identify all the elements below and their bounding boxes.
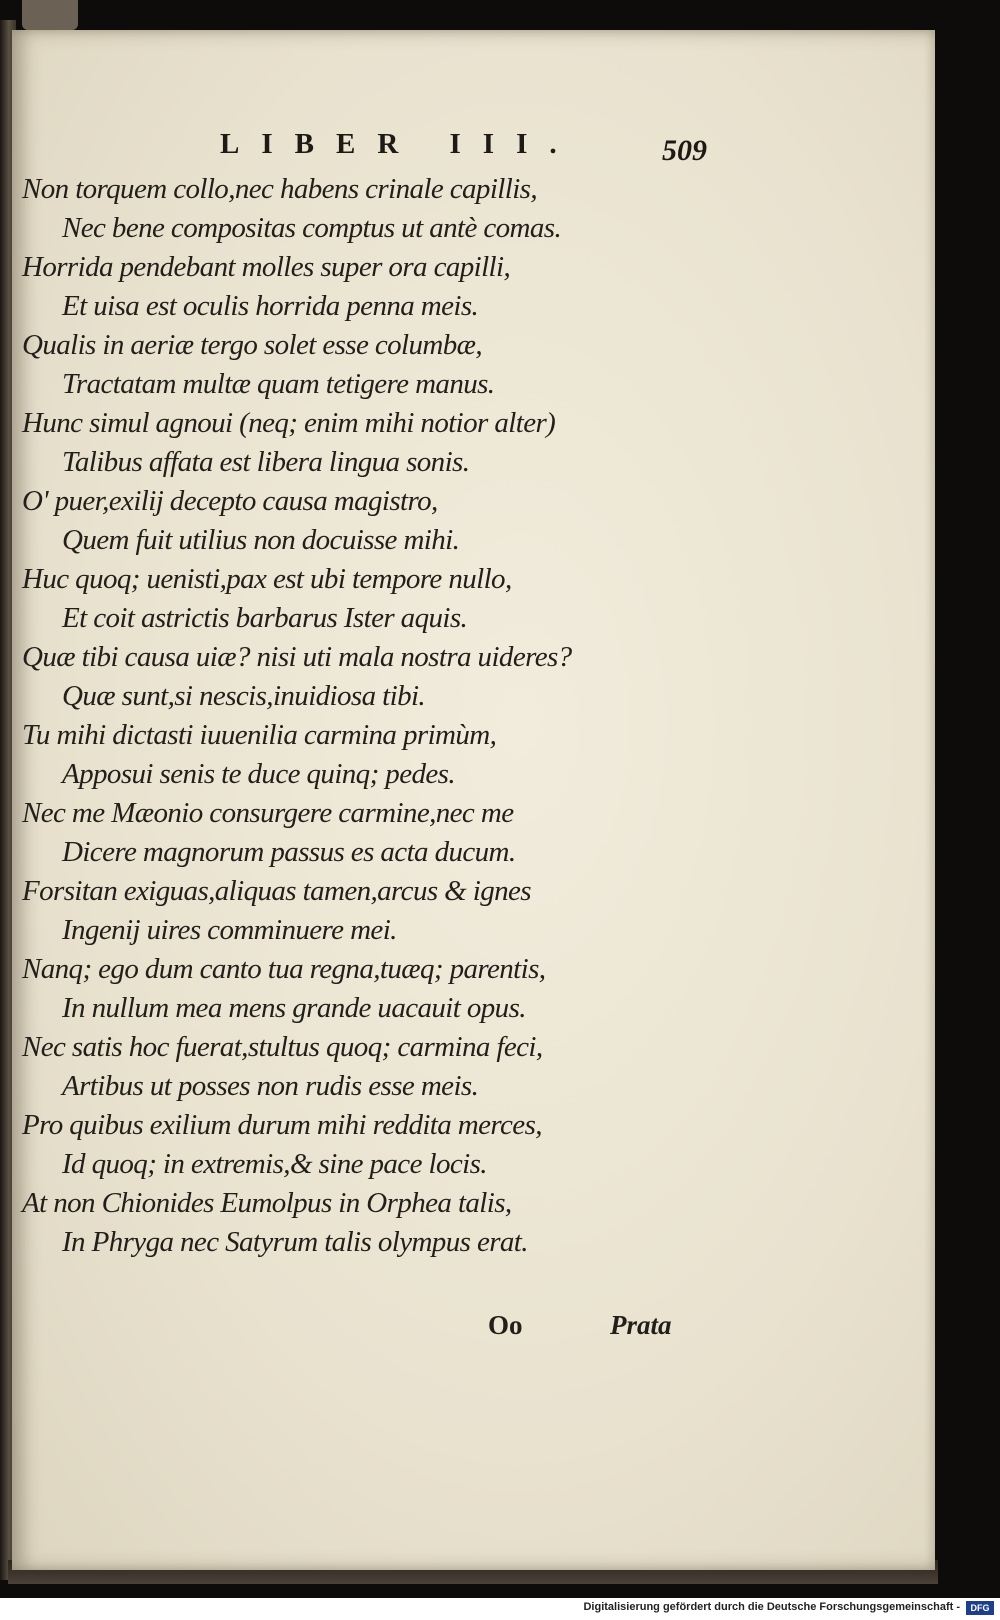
verse-list [22,170,672,1262]
dfg-logo: DFG [966,1601,994,1615]
verse-line: Qualis in aeriæ tergo solet esse columbæ, [22,329,483,361]
verse-line: Quæ tibi causa uiæ? nisi uti mala nostra uideres? [22,641,572,673]
verse-line: Nec satis hoc fuerat,stultus quoq; carmina feci, [22,1031,543,1063]
verse-line: Hunc simul agnoui (neq; enim mihi notior alter) [22,407,556,439]
verse-line: Et coit astrictis barbarus Ister aquis. [62,602,468,634]
verse-line: Id quoq; in extremis,& sine pace locis. [62,1148,487,1180]
signature-mark: Oo [488,1310,523,1340]
verse-line: Dicere magnorum passus es acta ducum. [62,836,516,868]
catchword: Prata [610,1310,672,1340]
verse-line: Talibus affata est libera lingua sonis. [62,446,470,478]
verse-line: Artibus ut posses non rudis esse meis. [62,1070,479,1102]
digitization-footer [0,1598,1000,1620]
verse-line: Huc quoq; uenisti,pax est ubi tempore nullo, [22,563,512,595]
verse-line: Quæ sunt,si nescis,inuidiosa tibi. [62,680,426,712]
verse-line: Apposui senis te duce quinq; pedes. [62,758,455,790]
verse-line: Nanq; ego dum canto tua regna,tuæq; parentis, [22,953,546,985]
verse-line: Pro quibus exilium durum mihi reddita merces, [22,1109,542,1141]
verse-line: Non torquem collo,nec habens crinale capillis, [22,173,537,205]
book-page [12,30,935,1570]
page-number: 509 [662,134,707,167]
verse-line: Ingenij uires comminuere mei. [62,914,397,946]
book-corner [22,0,78,30]
funding-credit: Digitalisierung gefördert durch die Deutsche Forschungsgemeinschaft - [583,1601,960,1613]
verse-line: At non Chionides Eumolpus in Orphea talis, [22,1187,512,1219]
verse-line: O' puer,exilij decepto causa magistro, [22,485,438,517]
running-head: LIBER III. [220,128,579,160]
verse-line: Horrida pendebant molles super ora capilli, [22,251,511,283]
verse-line: Tu mihi dictasti iuuenilia carmina primùm, [22,719,497,751]
verse-line: Nec me Mæonio consurgere carmine,nec me [22,797,514,829]
verse-line: Tractatam multæ quam tetigere manus. [62,368,495,400]
verse-line: Forsitan exiguas,aliquas tamen,arcus & ignes [22,875,531,907]
verse-line: Nec bene compositas comptus ut antè comas. [62,212,562,244]
verse-line: In Phryga nec Satyrum talis olympus erat. [62,1226,528,1258]
verse-line: In nullum mea mens grande uacauit opus. [62,992,526,1024]
verse-line: Quem fuit utilius non docuisse mihi. [62,524,460,556]
verse-line: Et uisa est oculis horrida penna meis. [62,290,479,322]
page-foot [488,1310,708,1346]
